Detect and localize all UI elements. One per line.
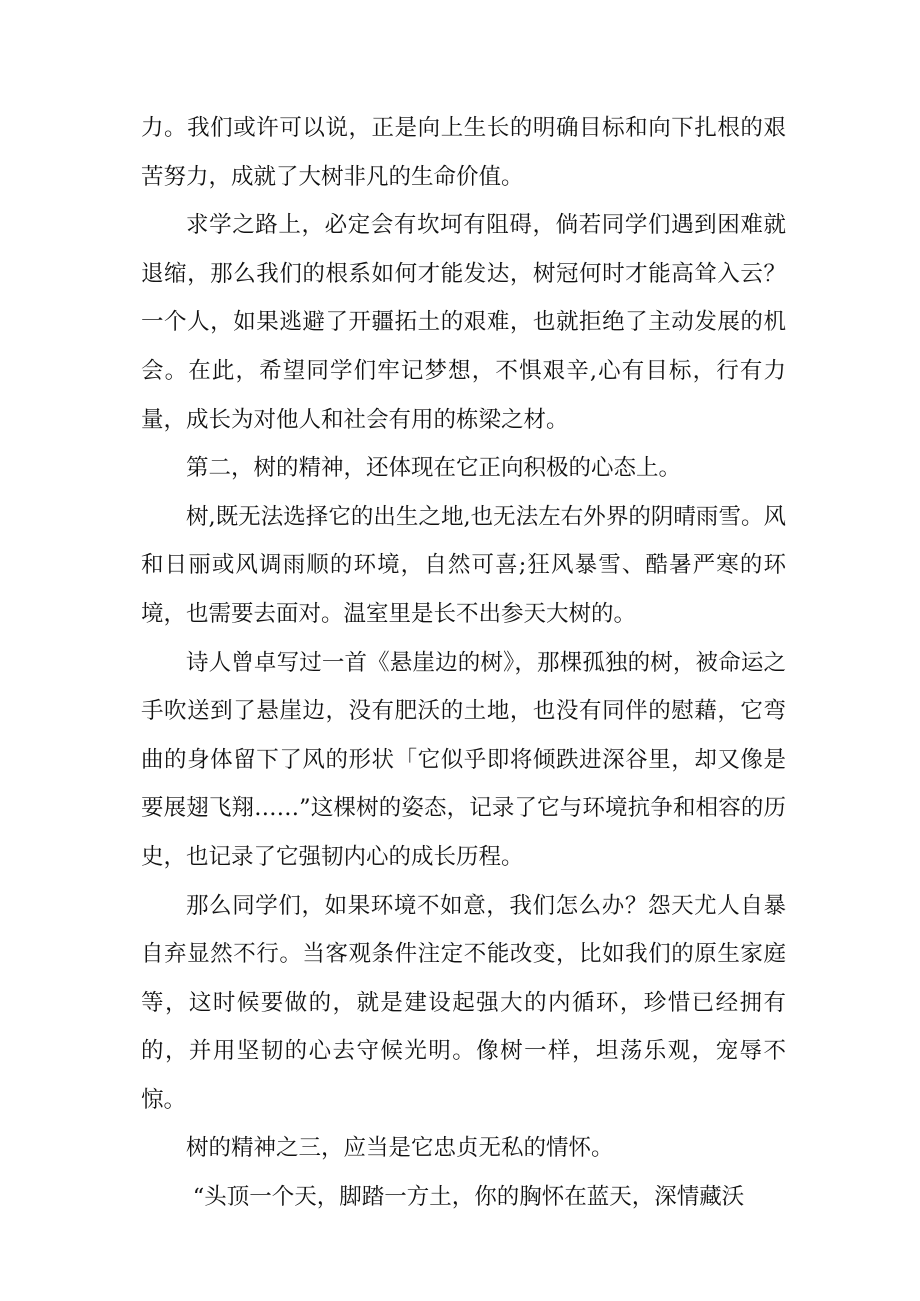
paragraph-continuation: 力。我们或许可以说，正是向上生长的明确目标和向下扎根的艰苦努力，成就了大树非凡的生命价值。 [141,115,786,190]
paragraph-adversity: 那么同学们，如果环境不如意，我们怎么办？怨天尤人自暴自弃显然不行。当客观条件注定不能改变，比如我们的原生家庭等，这时候要做的，就是建设起强大的内循环，珍惜已经拥有的，并用坚韧的心去守候光明。像树一样，坦荡乐观，宠辱不惊。 [141,892,786,1113]
paragraph-quote: “头顶一个天，脚踏一方土，你的胸怀在蓝天，深情藏沃 [192,1184,745,1211]
paragraph-study-path: 求学之路上，必定会有坎坷有阻碍，倘若同学们遇到困难就退缩，那么我们的根系如何才能发达，树冠何时才能高耸入云？一个人，如果逃避了开疆拓土的艰难，也就拒绝了主动发展的机会。在此，希望同学们牢记梦想，不惧艰辛,心有目标，行有力量，成长为对他人和社会有用的栋梁之材。 [141,212,786,433]
paragraph-second-point: 第二，树的精神，还体现在它正向积极的心态上。 [186,455,682,482]
body-text [141,104,786,1222]
paragraph-tree-environment: 树,既无法选择它的出生之地,也无法左右外界的阴晴雨雪。风和日丽或风调雨顺的环境，自然可喜;狂风暴雪、酷暑严寒的环境，也需要去面对。温室里是长不出参天大树的。 [141,503,786,627]
paragraph-poem: 诗人曾卓写过一首《悬崖边的树》，那棵孤独的树，被命运之手吹送到了悬崖边，没有肥沃的土地，也没有同伴的慰藉，它弯曲的身体留下了风的形状「它似乎即将倾跌进深谷里，却又像是要展翅飞翔……”这棵树的姿态，记录了它与环境抗争和相容的历史，也记录了它强韧内心的成长历程。 [141,649,786,870]
paragraph-third-point: 树的精神之三，应当是它忠贞无私的情怀。 [186,1135,614,1162]
